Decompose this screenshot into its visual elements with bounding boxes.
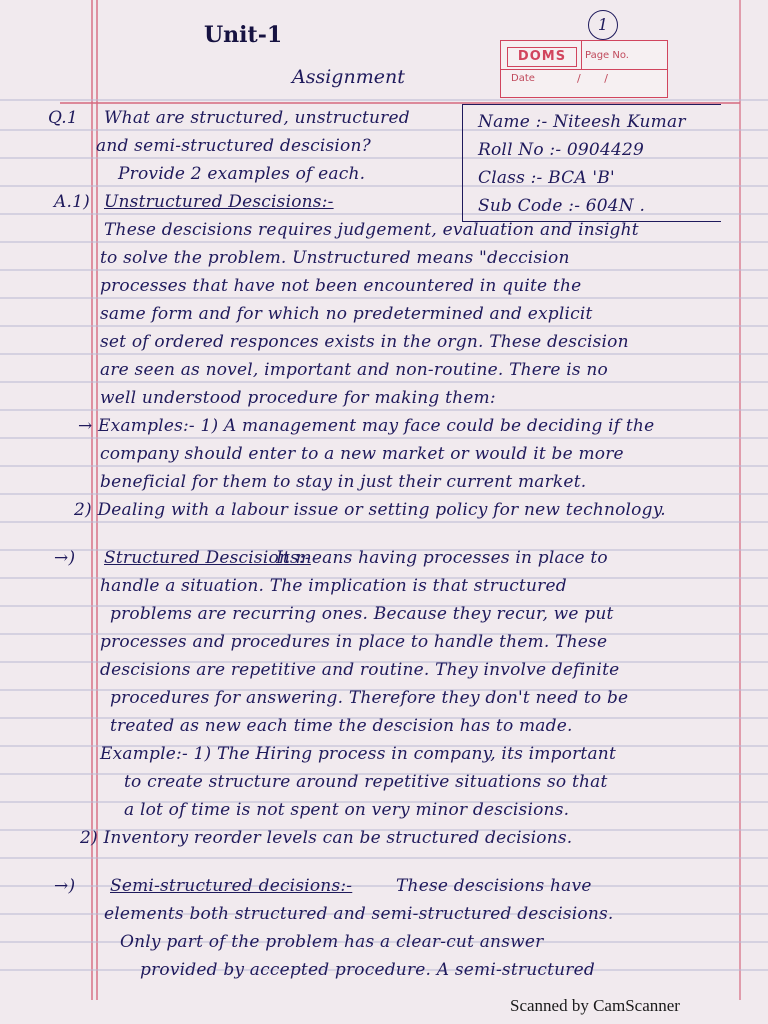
body-line: descisions are repetitive and routine. They involve definite [100,660,620,680]
doms-logo: DOMS [507,47,577,67]
section-marker: →) [54,548,76,568]
body-line: well understood procedure for making them: [100,388,496,408]
body-line: treated as new each time the descision has to made. [110,716,573,736]
example-line: 2) Dealing with a labour issue or setting policy for new technology. [74,500,666,520]
body-line: beneficial for them to stay in just their current market. [100,472,587,492]
example-line: 2) Inventory reorder levels can be structured decisions. [80,828,573,848]
page-number-circle: 1 [588,10,618,40]
question-line-2: and semi-structured descision? [96,136,371,156]
page-no-label: Page No. [585,50,629,61]
example-line: Example:- 1) The Hiring process in company, its important [100,744,616,764]
body-line: are seen as novel, important and non-routine. There is no [100,360,608,380]
body-line: set of ordered responces exists in the orgn. These descision [100,332,629,352]
body-line: processes and procedures in place to handle them. These [100,632,608,652]
body-line: Only part of the problem has a clear-cut answer [120,932,544,952]
body-line: company should enter to a new market or would it be more [100,444,624,464]
section-heading-structured: Structured Descisions:- [104,548,311,568]
question-number: Q.1 [48,108,78,128]
body-line: handle a situation. The implication is that structured [100,576,567,596]
body-line: processes that have not been encountered in quite the [100,276,582,296]
example-line: → Examples:- 1) A management may face could be deciding if the [78,416,655,436]
body-line: It means having processes in place to [276,548,608,568]
body-line: a lot of time is not spent on very minor descisions. [124,800,570,820]
section-heading-semi-structured: Semi-structured decisions:- [110,876,353,896]
subject-code: Sub Code :- 604N . [478,196,646,216]
scanner-watermark: Scanned by CamScanner [510,996,680,1015]
question-line-3: Provide 2 examples of each. [118,164,366,184]
doms-page-stamp [500,40,668,98]
body-line: same form and for which no predetermined and explicit [100,304,593,324]
student-name: Name :- Niteesh Kumar [478,112,686,132]
body-line: procedures for answering. Therefore they don't need to be [110,688,629,708]
body-line: These descisions have [396,876,592,896]
body-line: problems are recurring ones. Because they recur, we put [110,604,614,624]
assignment-heading: Assignment [292,66,405,88]
body-line: provided by accepted procedure. A semi-structured [140,960,595,980]
body-line: These descisions requires judgement, evaluation and insight [104,220,639,240]
body-line: elements both structured and semi-structured descisions. [104,904,614,924]
body-line: to solve the problem. Unstructured means "deccision [100,248,570,268]
answer-marker: A.1) [54,192,90,212]
roll-number: Roll No :- 0904429 [478,140,645,160]
question-line-1: What are structured, unstructured [104,108,410,128]
section-marker: →) [54,876,76,896]
body-line: to create structure around repetitive situations so that [124,772,608,792]
unit-title: Unit-1 [204,22,283,48]
date-label: Date [511,73,535,84]
class-field: Class :- BCA 'B' [478,168,615,188]
date-slashes: / / [577,72,618,85]
section-heading-unstructured: Unstructured Descisions:- [104,192,334,212]
